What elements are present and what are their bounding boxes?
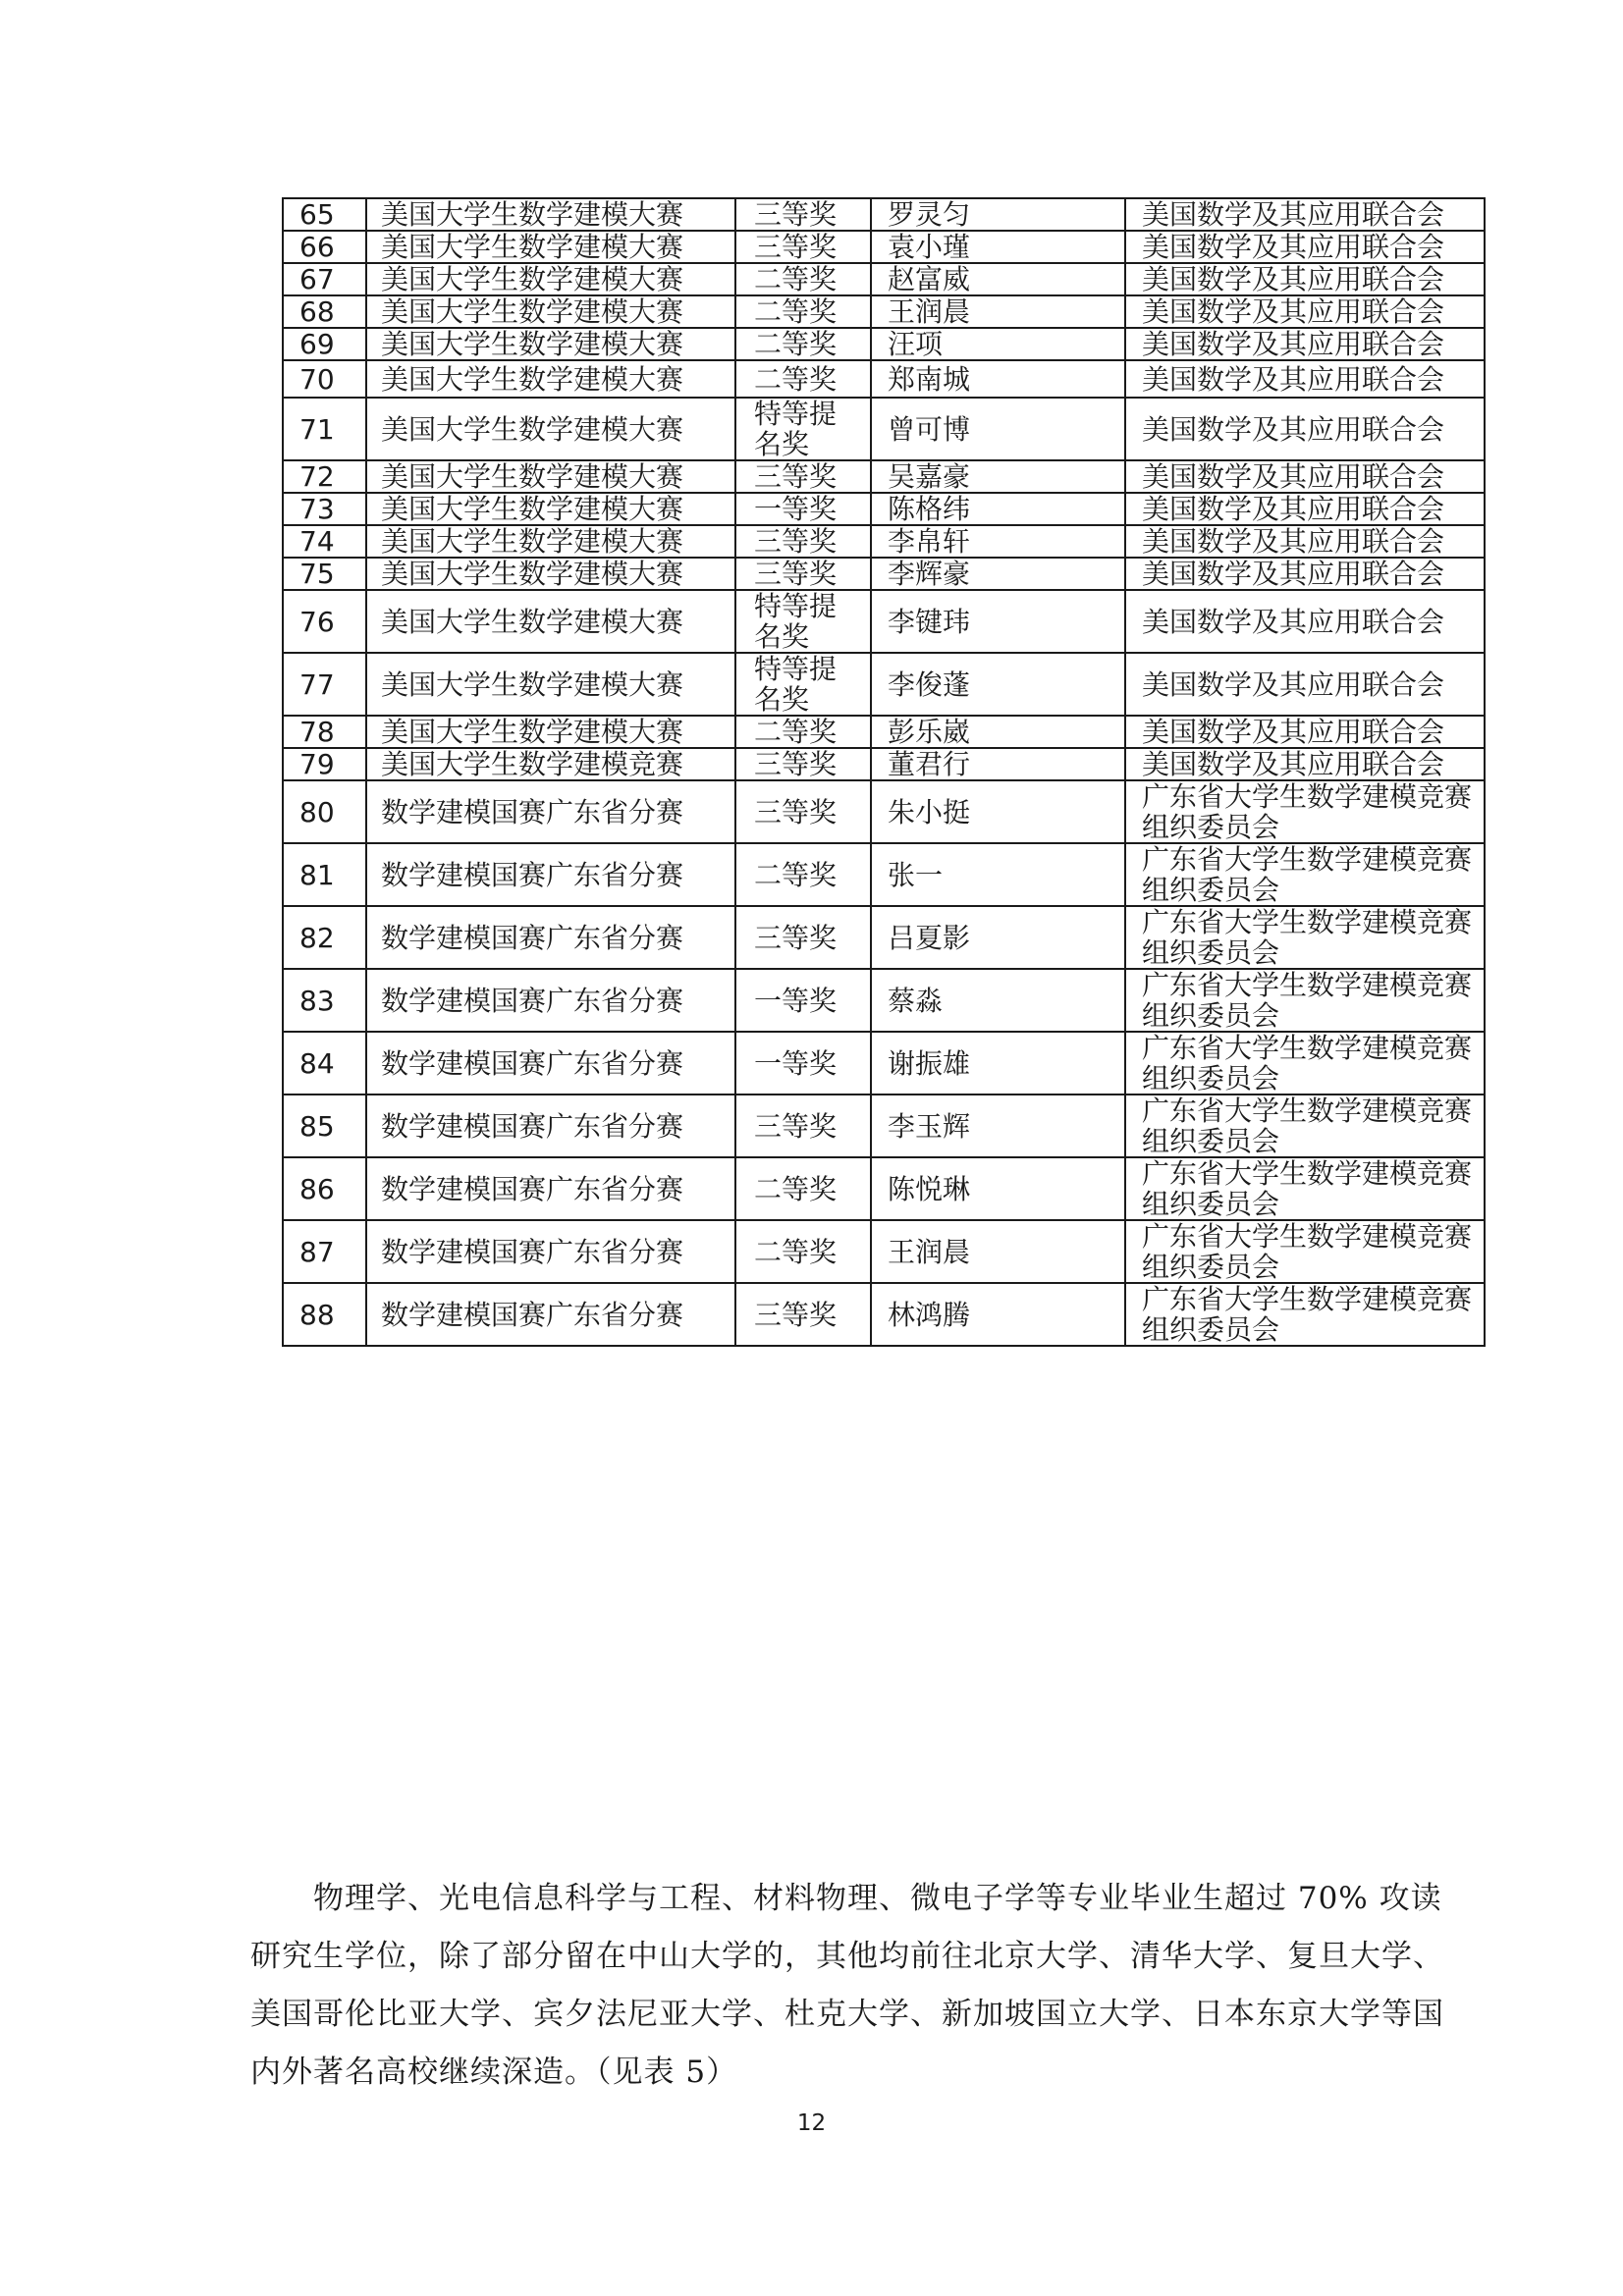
cell-award: 二等奖 (735, 1157, 871, 1220)
table-row (283, 525, 1485, 558)
cell-name: 朱小挺 (871, 780, 1125, 843)
cell-award: 特等提名奖 (735, 398, 871, 460)
cell-award: 二等奖 (735, 716, 871, 748)
cell-organizer: 美国数学及其应用联合会 (1125, 360, 1485, 398)
cell-number: 83 (283, 969, 366, 1032)
cell-number: 87 (283, 1220, 366, 1283)
cell-competition: 美国大学生数学建模大赛 (366, 716, 735, 748)
cell-award: 三等奖 (735, 558, 871, 590)
cell-organizer: 广东省大学生数学建模竞赛组织委员会 (1125, 843, 1485, 906)
cell-organizer: 美国数学及其应用联合会 (1125, 263, 1485, 295)
cell-competition: 美国大学生数学建模大赛 (366, 558, 735, 590)
table-row (283, 398, 1485, 460)
cell-organizer: 美国数学及其应用联合会 (1125, 295, 1485, 328)
table-row (283, 328, 1485, 360)
cell-name: 蔡淼 (871, 969, 1125, 1032)
cell-organizer: 广东省大学生数学建模竞赛组织委员会 (1125, 780, 1485, 843)
table-row (283, 843, 1485, 906)
cell-competition: 数学建模国赛广东省分赛 (366, 1157, 735, 1220)
table-row (283, 780, 1485, 843)
cell-organizer: 美国数学及其应用联合会 (1125, 653, 1485, 716)
cell-competition: 美国大学生数学建模大赛 (366, 493, 735, 525)
cell-number: 82 (283, 906, 366, 969)
table-row (283, 360, 1485, 398)
cell-award: 三等奖 (735, 748, 871, 780)
cell-organizer: 美国数学及其应用联合会 (1125, 590, 1485, 653)
cell-number: 77 (283, 653, 366, 716)
cell-competition: 美国大学生数学建模大赛 (366, 198, 735, 231)
cell-number: 74 (283, 525, 366, 558)
cell-name: 汪项 (871, 328, 1125, 360)
cell-organizer: 广东省大学生数学建模竞赛组织委员会 (1125, 969, 1485, 1032)
cell-number: 81 (283, 843, 366, 906)
cell-name: 谢振雄 (871, 1032, 1125, 1095)
cell-organizer: 美国数学及其应用联合会 (1125, 198, 1485, 231)
cell-number: 75 (283, 558, 366, 590)
table-row (283, 716, 1485, 748)
cell-name: 袁小瑾 (871, 231, 1125, 263)
page-number: 12 (796, 2110, 827, 2136)
cell-organizer: 广东省大学生数学建模竞赛组织委员会 (1125, 1220, 1485, 1283)
table-row (283, 906, 1485, 969)
cell-award: 三等奖 (735, 198, 871, 231)
cell-award: 三等奖 (735, 460, 871, 493)
cell-number: 85 (283, 1095, 366, 1157)
cell-number: 86 (283, 1157, 366, 1220)
cell-number: 71 (283, 398, 366, 460)
cell-competition: 美国大学生数学建模竞赛 (366, 748, 735, 780)
cell-name: 李俊蓬 (871, 653, 1125, 716)
cell-award: 特等提名奖 (735, 590, 871, 653)
cell-award: 三等奖 (735, 1283, 871, 1346)
cell-competition: 数学建模国赛广东省分赛 (366, 969, 735, 1032)
cell-award: 三等奖 (735, 231, 871, 263)
cell-award: 一等奖 (735, 969, 871, 1032)
cell-number: 73 (283, 493, 366, 525)
cell-name: 陈格纬 (871, 493, 1125, 525)
cell-award: 二等奖 (735, 295, 871, 328)
cell-name: 张一 (871, 843, 1125, 906)
cell-organizer: 美国数学及其应用联合会 (1125, 493, 1485, 525)
cell-competition: 数学建模国赛广东省分赛 (366, 843, 735, 906)
cell-competition: 数学建模国赛广东省分赛 (366, 1220, 735, 1283)
cell-number: 72 (283, 460, 366, 493)
cell-award: 二等奖 (735, 263, 871, 295)
cell-name: 李玉辉 (871, 1095, 1125, 1157)
cell-award: 二等奖 (735, 843, 871, 906)
table-row (283, 460, 1485, 493)
table-row (283, 1220, 1485, 1283)
cell-award: 三等奖 (735, 525, 871, 558)
cell-organizer: 广东省大学生数学建模竞赛组织委员会 (1125, 906, 1485, 969)
cell-number: 76 (283, 590, 366, 653)
cell-name: 李键玮 (871, 590, 1125, 653)
cell-organizer: 美国数学及其应用联合会 (1125, 716, 1485, 748)
cell-number: 78 (283, 716, 366, 748)
cell-number: 84 (283, 1032, 366, 1095)
table-row (283, 198, 1485, 231)
cell-organizer: 广东省大学生数学建模竞赛组织委员会 (1125, 1032, 1485, 1095)
cell-name: 李辉豪 (871, 558, 1125, 590)
cell-competition: 美国大学生数学建模大赛 (366, 328, 735, 360)
table-row (283, 1032, 1485, 1095)
cell-competition: 数学建模国赛广东省分赛 (366, 780, 735, 843)
cell-competition: 美国大学生数学建模大赛 (366, 295, 735, 328)
cell-organizer: 美国数学及其应用联合会 (1125, 328, 1485, 360)
award-table (282, 197, 1486, 1347)
table-row (283, 295, 1485, 328)
cell-competition: 数学建模国赛广东省分赛 (366, 906, 735, 969)
cell-award: 三等奖 (735, 1095, 871, 1157)
table-row (283, 558, 1485, 590)
cell-competition: 美国大学生数学建模大赛 (366, 231, 735, 263)
cell-name: 郑南城 (871, 360, 1125, 398)
cell-number: 69 (283, 328, 366, 360)
cell-number: 70 (283, 360, 366, 398)
table-row (283, 1095, 1485, 1157)
cell-name: 陈悦琳 (871, 1157, 1125, 1220)
cell-award: 二等奖 (735, 328, 871, 360)
cell-number: 65 (283, 198, 366, 231)
table-row (283, 263, 1485, 295)
cell-name: 曾可博 (871, 398, 1125, 460)
cell-competition: 美国大学生数学建模大赛 (366, 525, 735, 558)
table-row (283, 969, 1485, 1032)
cell-number: 80 (283, 780, 366, 843)
cell-competition: 美国大学生数学建模大赛 (366, 398, 735, 460)
cell-competition: 数学建模国赛广东省分赛 (366, 1095, 735, 1157)
table-row (283, 748, 1485, 780)
cell-organizer: 广东省大学生数学建模竞赛组织委员会 (1125, 1095, 1485, 1157)
cell-organizer: 美国数学及其应用联合会 (1125, 231, 1485, 263)
cell-number: 79 (283, 748, 366, 780)
cell-name: 彭乐崴 (871, 716, 1125, 748)
table-row (283, 653, 1485, 716)
cell-award: 二等奖 (735, 1220, 871, 1283)
cell-name: 吴嘉豪 (871, 460, 1125, 493)
award-table-body (283, 198, 1485, 1346)
table-row (283, 1283, 1485, 1346)
table-row (283, 590, 1485, 653)
cell-name: 林鸿腾 (871, 1283, 1125, 1346)
cell-competition: 美国大学生数学建模大赛 (366, 263, 735, 295)
cell-award: 一等奖 (735, 493, 871, 525)
cell-award: 二等奖 (735, 360, 871, 398)
cell-competition: 美国大学生数学建模大赛 (366, 653, 735, 716)
cell-name: 李帛轩 (871, 525, 1125, 558)
cell-name: 董君行 (871, 748, 1125, 780)
cell-number: 88 (283, 1283, 366, 1346)
cell-organizer: 美国数学及其应用联合会 (1125, 748, 1485, 780)
cell-competition: 美国大学生数学建模大赛 (366, 360, 735, 398)
cell-name: 吕夏影 (871, 906, 1125, 969)
cell-name: 王润晨 (871, 1220, 1125, 1283)
cell-organizer: 广东省大学生数学建模竞赛组织委员会 (1125, 1157, 1485, 1220)
cell-competition: 数学建模国赛广东省分赛 (366, 1283, 735, 1346)
body-paragraph: 物理学、光电信息科学与工程、材料物理、微电子学等专业毕业生超过 70% 攻读研究生学位，除了部分留在中山大学的，其他均前往北京大学、清华大学、复旦大学、美国哥伦比亚大学、宾夕法尼亚大学、杜克大学、新加坡国立大学、日本东京大学等国内外著名高校继续深造。（见表 5） (250, 1881, 1444, 2090)
cell-name: 罗灵匀 (871, 198, 1125, 231)
cell-number: 68 (283, 295, 366, 328)
cell-competition: 美国大学生数学建模大赛 (366, 460, 735, 493)
cell-number: 67 (283, 263, 366, 295)
cell-name: 赵富威 (871, 263, 1125, 295)
cell-organizer: 美国数学及其应用联合会 (1125, 558, 1485, 590)
table-row (283, 1157, 1485, 1220)
cell-competition: 美国大学生数学建模大赛 (366, 590, 735, 653)
cell-number: 66 (283, 231, 366, 263)
cell-award: 三等奖 (735, 780, 871, 843)
cell-award: 三等奖 (735, 906, 871, 969)
cell-organizer: 美国数学及其应用联合会 (1125, 525, 1485, 558)
table-row (283, 231, 1485, 263)
cell-award: 特等提名奖 (735, 653, 871, 716)
cell-organizer: 美国数学及其应用联合会 (1125, 460, 1485, 493)
cell-organizer: 美国数学及其应用联合会 (1125, 398, 1485, 460)
cell-name: 王润晨 (871, 295, 1125, 328)
cell-award: 一等奖 (735, 1032, 871, 1095)
table-row (283, 493, 1485, 525)
cell-competition: 数学建模国赛广东省分赛 (366, 1032, 735, 1095)
cell-organizer: 广东省大学生数学建模竞赛组织委员会 (1125, 1283, 1485, 1346)
